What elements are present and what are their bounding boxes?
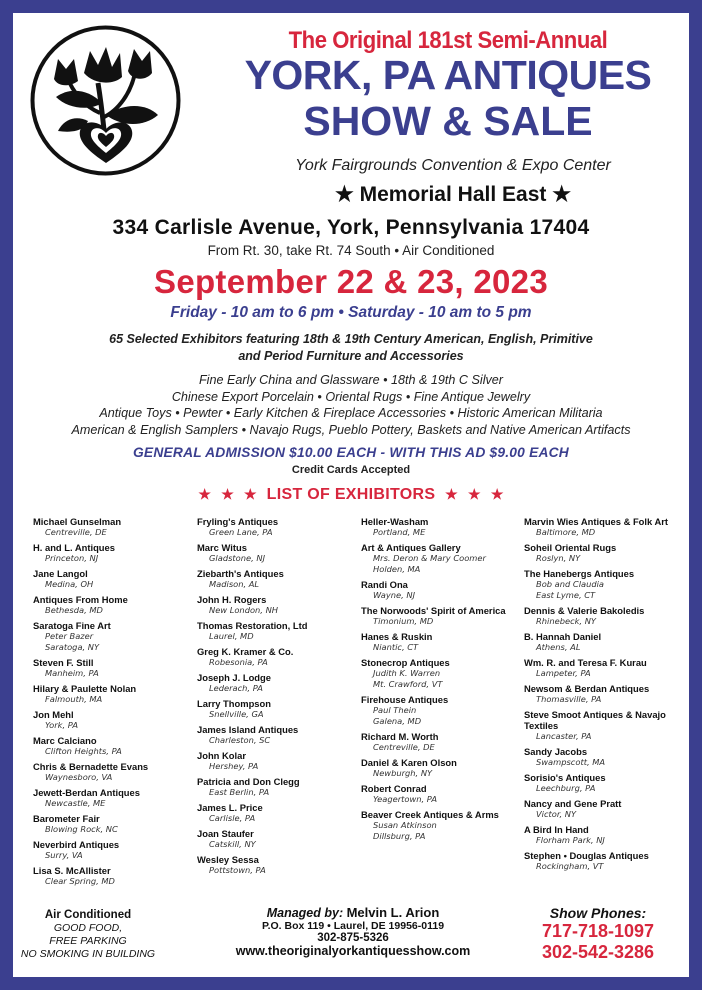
exhibitor-name: James L. Price [197,802,263,813]
star-icon: ★ [467,486,481,502]
flyer-sheet [13,13,689,977]
exhibitor-location: Madison, AL [209,579,260,589]
exhibitor-location: Mrs. Deron & Mary Coomer Holden, MA [373,553,486,574]
exhibitor-entry [524,516,684,538]
exhibitor-name: Soheil Oriental Rugs [524,542,617,553]
show-phone-1[interactable]: 717-718-1097 [541,921,655,941]
exhibitor-name: Stonecrop Antiques [361,657,450,668]
exhibitor-location: Susan Atkinson Dillsburg, PA [373,820,437,841]
exhibitor-location: Hershey, PA [209,761,259,771]
exhibitor-location: Green Lane, PA [209,527,273,537]
exhibitor-entry [197,594,357,616]
exhibitor-location: Lampeter, PA [536,668,591,678]
exhibitor-name: Saratoga Fine Art [33,620,111,631]
exhibitor-entry [197,828,357,850]
exhibitor-entry [361,605,521,627]
exhibitor-name: Neverbird Antiques [33,839,120,850]
exhibitor-name: The Norwoods' Spirit of America [361,605,506,616]
hall-name: ★ Memorial Hall East ★ [334,183,572,206]
featured-items-line: Fine Early China and Glassware • 18th & 19th C Silver [198,373,503,387]
show-phone-2[interactable]: 302-542-3286 [541,942,655,962]
exhibitor-location: Newcastle, ME [45,798,106,808]
featured-items-line: Antique Toys • Pewter • Early Kitchen & Fireplace Accessories • Historic American Militaria [99,406,603,421]
exhibitor-entry [361,731,521,753]
exhibitor-location: Clear Spring, MD [45,876,115,886]
star-icon: ★ [198,486,212,502]
exhibitor-summary [73,331,629,365]
exhibitor-location: Waynesboro, VA [45,772,113,782]
exhibitor-entry [33,542,193,564]
exhibitor-name: Richard M. Worth [361,731,439,742]
exhibitor-entry [524,568,684,601]
exhibitor-location: Clifton Heights, PA [45,746,122,756]
exhibitor-location: Newburgh, NY [373,768,433,778]
exhibitor-name: Dennis & Valerie Bakoledis [524,605,645,616]
exhibitor-name: Wesley Sessa [197,854,259,865]
tulip-heart-folk-art-icon [28,23,183,178]
manager-name: Melvin L. Arion [346,905,440,920]
exhibitor-entry [524,798,684,820]
exhibitor-column-4 [524,516,684,876]
exhibitor-entry [524,850,684,872]
exhibitor-location: Falmouth, MA [45,694,103,704]
exhibitor-entry [197,698,357,720]
exhibitor-location: Blowing Rock, NC [45,824,118,834]
admission-price: GENERAL ADMISSION $10.00 EACH - WITH THIS AD $9.00 EACH [133,445,569,460]
exhibitor-name: Marvin Wies Antiques & Folk Art [524,516,669,527]
exhibitor-name: John Kolar [197,750,246,761]
venue-name: York Fairgrounds Convention & Expo Center [295,157,611,174]
exhibitor-name: Hanes & Ruskin [361,631,433,642]
exhibitor-location: Roslyn, NY [536,553,581,563]
show-dates: September 22 & 23, 2023 [154,263,548,300]
exhibitor-name: Daniel & Karen Olson [361,757,457,768]
exhibitor-name: Steve Smoot Antiques & Navajo Textiles [524,709,666,731]
exhibitor-name: Wm. R. and Teresa F. Kurau [524,657,647,668]
exhibitor-entry [197,516,357,538]
exhibitor-name: Joseph J. Lodge [197,672,271,683]
exhibitor-entry [197,776,357,798]
exhibitor-entry [197,724,357,746]
exhibitor-location: Charleston, SC [209,735,271,745]
exhibitor-location: Lederach, PA [209,683,263,693]
show-title-line2: SHOW & SALE [303,98,593,144]
exhibitors-heading [13,486,689,504]
manager-line [193,905,513,920]
exhibitor-name: A Bird In Hand [524,824,589,835]
exhibitor-summary-line1: 65 Selected Exhibitors featuring 18th & 19th Century American, English, Primitive [109,332,593,346]
exhibitor-name: Chris & Bernadette Evans [33,761,149,772]
website-link[interactable]: www.theoriginalyorkantiquesshow.com [235,944,471,958]
exhibitor-entry [33,657,193,679]
exhibitor-name: Firehouse Antiques [361,694,449,705]
exhibitor-name: Steven F. Still [33,657,94,668]
exhibitor-name: Larry Thompson [197,698,271,709]
exhibitor-entry [197,802,357,824]
amenities-line: GOOD FOOD, [53,922,123,934]
exhibitor-entry [361,542,521,575]
exhibitor-location: East Berlin, PA [209,787,270,797]
exhibitor-entry [33,516,193,538]
exhibitor-location: Catskill, NY [209,839,256,849]
exhibitor-location: Yeagertown, PA [373,794,438,804]
exhibitor-entry [33,620,193,653]
exhibitor-entry [524,772,684,794]
exhibitor-name: Patricia and Don Clegg [197,776,300,787]
exhibitor-name: Newsom & Berdan Antiques [524,683,650,694]
exhibitor-entry [524,631,684,653]
exhibitor-name: Greg K. Kramer & Co. [197,646,294,657]
show-title-line1: YORK, PA ANTIQUES [244,52,652,98]
exhibitor-entry [33,839,193,861]
exhibitor-entry [361,631,521,653]
exhibitor-name: B. Hannah Daniel [524,631,602,642]
exhibitor-name: Fryling's Antiques [197,516,279,527]
exhibitor-name: Jon Mehl [33,709,74,720]
exhibitor-entry [197,542,357,564]
exhibitor-location: Laurel, MD [209,631,254,641]
exhibitor-location: Carlisle, PA [209,813,256,823]
exhibitor-entry [524,657,684,679]
exhibitor-name: Jane Langol [33,568,88,579]
exhibitor-location: Paul Thein Galena, MD [373,705,422,726]
exhibitor-entry [197,672,357,694]
exhibitor-name: Lisa S. McAllister [33,865,111,876]
exhibitor-location: Gladstone, NJ [209,553,266,563]
exhibitor-location: Surry, VA [45,850,83,860]
exhibitor-name: Art & Antiques Gallery [361,542,461,553]
star-icon: ★ [221,486,235,502]
manager-phone: 302-875-5326 [317,932,389,944]
exhibitor-location: Timonium, MD [373,616,434,626]
exhibitor-location: New London, NH [209,605,279,615]
exhibitor-entry [33,594,193,616]
exhibitor-entry [361,516,521,538]
exhibitor-location: Manheim, PA [45,668,99,678]
exhibitor-name: John H. Rogers [197,594,267,605]
exhibitor-entry [361,809,521,842]
exhibitor-entry [197,646,357,668]
featured-items-line: Chinese Export Porcelain • Oriental Rugs • Fine Antique Jewelry [171,389,531,404]
po-box: P.O. Box 119 • Laurel, DE 19956-0119 [261,920,445,932]
exhibitor-entry [197,620,357,642]
exhibitor-name: Randi Ona [361,579,408,590]
exhibitor-location: Portland, ME [373,527,426,537]
exhibitor-entry [197,854,357,876]
exhibitor-entry [33,709,193,731]
exhibitor-entry [33,761,193,783]
exhibitor-location: Leechburg, PA [536,783,596,793]
exhibitor-entry [524,746,684,768]
exhibitor-entry [361,783,521,805]
exhibitor-location: Centreville, DE [373,742,435,752]
exhibitor-entry [361,757,521,779]
exhibitors-heading-text: LIST OF EXHIBITORS [266,486,436,503]
exhibitor-column-2 [197,516,357,880]
exhibitor-name: H. and L. Antiques [33,542,115,553]
exhibitor-location: Baltimore, MD [536,527,596,537]
exhibitor-name: Thomas Restoration, Ltd [197,620,308,631]
exhibitor-location: Wayne, NJ [373,590,416,600]
exhibitor-location: Bethesda, MD [45,605,103,615]
exhibitor-name: Antiques From Home [33,594,128,605]
exhibitor-location: York, PA [45,720,78,730]
exhibitor-name: Jewett-Berdan Antiques [33,787,140,798]
exhibitor-location: Pottstown, PA [209,865,266,875]
exhibitor-location: Robesonia, PA [209,657,268,667]
show-phones [513,905,683,963]
exhibitor-location: Peter Bazer Saratoga, NY [45,631,100,652]
exhibitor-location: Judith K. Warren Mt. Crawford, VT [373,668,443,689]
exhibitor-name: Nancy and Gene Pratt [524,798,622,809]
exhibitor-entry [361,694,521,727]
exhibitor-name: Barometer Fair [33,813,100,824]
star-icon: ★ [490,486,504,502]
exhibitor-entry [197,750,357,772]
exhibitor-location: Thomasville, PA [536,694,602,704]
exhibitor-location: Niantic, CT [373,642,419,652]
exhibitor-name: Ziebarth's Antiques [197,568,284,579]
amenities [13,909,163,961]
exhibitor-column-1 [33,516,193,891]
exhibitor-name: Sorisio's Antiques [524,772,606,783]
exhibitor-name: Joan Staufer [197,828,254,839]
exhibitor-name: The Hanebergs Antiques [524,568,635,579]
exhibitor-entry [524,605,684,627]
exhibitor-entry [33,865,193,887]
exhibitor-summary-line2: and Period Furniture and Accessories [238,349,464,363]
exhibitor-entry [33,568,193,590]
exhibitor-entry [33,683,193,705]
exhibitor-location: Princeton, NJ [45,553,99,563]
exhibitor-location: Athens, AL [536,642,581,652]
exhibitor-entry [361,579,521,601]
exhibitor-location: Lancaster, PA [536,731,592,741]
exhibitor-entry [524,824,684,846]
kicker-line: The Original 181st Semi-Annual [288,27,608,54]
show-hours: Friday - 10 am to 6 pm • Saturday - 10 am to 5 pm [170,304,532,321]
amenities-line: NO SMOKING IN BUILDING [20,948,156,960]
management-info [193,905,513,958]
exhibitor-name: James Island Antiques [197,724,299,735]
exhibitor-column-3 [361,516,521,846]
show-phones-heading: Show Phones: [549,905,647,921]
exhibitor-location: Swampscott, MA [536,757,606,767]
exhibitor-name: Marc Calciano [33,735,97,746]
exhibitor-name: Sandy Jacobs [524,746,588,757]
exhibitor-entry [33,813,193,835]
exhibitor-entry [33,787,193,809]
street-address: 334 Carlisle Avenue, York, Pennsylvania 17404 [112,216,590,239]
exhibitor-entry [524,709,684,742]
directions: From Rt. 30, take Rt. 74 South • Air Conditioned [207,243,495,258]
star-icon: ★ [244,486,257,502]
exhibitor-location: Snellville, GA [209,709,264,719]
exhibitor-name: Michael Gunselman [33,516,122,527]
exhibitor-name: Heller-Washam [361,516,429,527]
exhibitor-location: Rockingham, VT [536,861,604,871]
exhibitor-name: Robert Conrad [361,783,427,794]
managed-by-label: Managed by: [266,906,344,920]
amenities-heading: Air Conditioned [44,909,132,921]
exhibitor-location: Victor, NY [536,809,577,819]
exhibitor-location: Medina, OH [45,579,94,589]
credit-cards-note: Credit Cards Accepted [291,464,411,476]
exhibitor-location: Rhinebeck, NY [536,616,596,626]
exhibitor-name: Stephen • Douglas Antiques [524,850,649,861]
exhibitor-location: Florham Park, NJ [536,835,605,845]
exhibitor-entry [524,683,684,705]
exhibitor-entry [197,568,357,590]
exhibitor-name: Hilary & Paulette Nolan [33,683,137,694]
exhibitor-name: Marc Witus [197,542,247,553]
exhibitor-location: Centreville, DE [45,527,107,537]
featured-items [33,372,669,438]
exhibitor-location: Bob and Claudia East Lyme, CT [536,579,605,600]
exhibitor-name: Beaver Creek Antiques & Arms [361,809,499,820]
featured-items-line: American & English Samplers • Navajo Rugs, Pueblo Pottery, Baskets and Native American Artifacts [71,422,631,437]
exhibitor-entry [524,542,684,564]
star-icon: ★ [445,486,458,502]
exhibitor-entry [361,657,521,690]
exhibitor-entry [33,735,193,757]
amenities-line: FREE PARKING [49,935,127,947]
